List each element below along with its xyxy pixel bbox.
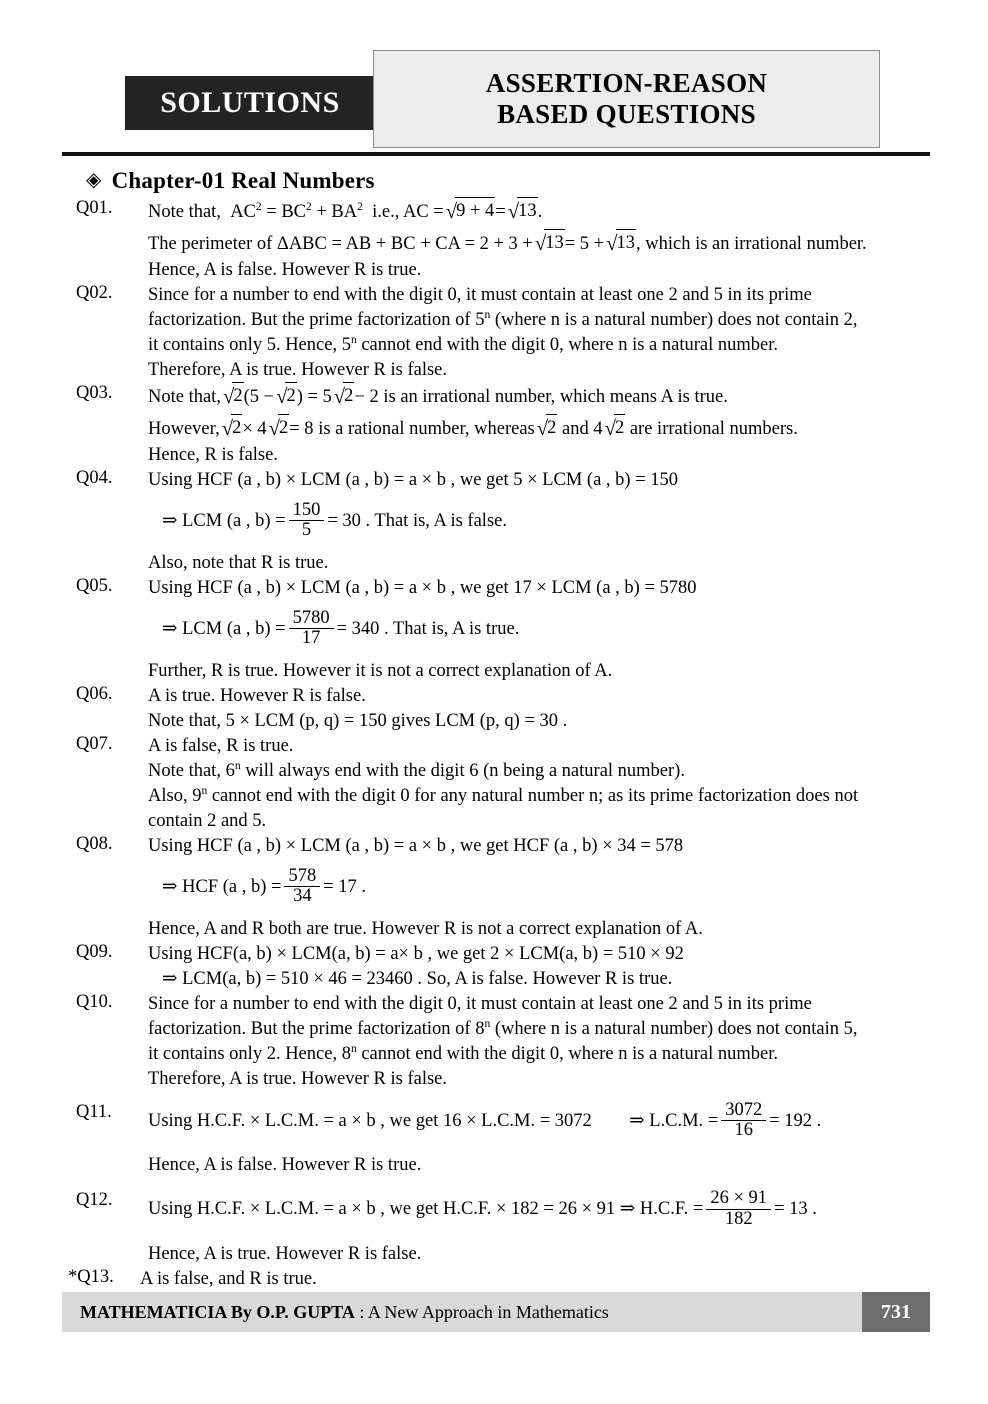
radical-icon: √13 xyxy=(506,198,538,226)
solution-line: it contains only 2. Hence, 8$^n$ cannot end with the digit 0, where n is a natural number. xyxy=(148,1042,778,1064)
question-label: *Q13. xyxy=(68,1267,114,1288)
solution-line: factorization. But the prime factorization of 8$^n$ (where n is a natural number) does not contain 5, xyxy=(148,1017,858,1039)
solution-item xyxy=(0,1190,988,1267)
solution-item xyxy=(0,992,988,1092)
question-body xyxy=(148,198,934,283)
question-body xyxy=(148,468,934,576)
solution-item xyxy=(0,734,988,834)
solution-item xyxy=(0,834,988,942)
solution-line: Using HCF (a , b) × LCM (a , b) = a × b , we get 17 × LCM (a , b) = 5780 xyxy=(148,577,697,598)
footer-brand-line xyxy=(62,1302,609,1323)
solution-line: ⇒ LCM (a , b) = $\frac{150}{5}$ = 30 . That is, A is false. xyxy=(162,500,507,541)
solution-line: Note that, 5 × LCM (p, q) = 150 gives LCM (p, q) = 30 . xyxy=(148,710,568,731)
question-label: Q09. xyxy=(76,941,113,962)
question-body xyxy=(148,942,934,992)
radical-icon: √2 xyxy=(535,415,558,443)
page-title-line-1: ASSERTION-REASON xyxy=(485,67,768,98)
question-body xyxy=(148,576,934,684)
page-title-box xyxy=(373,50,880,148)
solution-line: Hence, A is true. However R is false. xyxy=(148,1244,422,1265)
question-body xyxy=(148,383,934,468)
solution-line: contain 2 and 5. xyxy=(148,810,267,831)
radical-icon: √2 xyxy=(267,415,290,443)
radical-icon: √9 + 4 xyxy=(444,198,496,226)
radical-icon: √2 xyxy=(332,383,355,411)
solution-line: A is true. However R is false. xyxy=(148,685,366,706)
solution-line: Note that, $AC^2 = BC^2 + BA^2$ i.e., AC =√9 + 4=√13. xyxy=(148,198,934,226)
fraction: $\frac{150}{5}$ xyxy=(289,501,325,541)
footer-brand: MATHEMATICIA By O.P. GUPTA xyxy=(80,1301,355,1322)
solution-line: However,√2× 4√2= 8 is a rational number, whereas√2 and 4√2 are irrational numbers. xyxy=(148,415,934,443)
solution-line: Using HCF(a, b) × LCM(a, b) = a× b , we get 2 × LCM(a, b) = 510 × 92 xyxy=(148,943,684,964)
radical-icon: √2 xyxy=(221,383,244,411)
question-label: Q04. xyxy=(76,468,113,488)
solution-line: Hence, A and R both are true. However R is not a correct explanation of A. xyxy=(148,918,703,939)
question-label: Q11. xyxy=(76,1101,112,1122)
solution-line: The perimeter of ΔABC = AB + BC + CA = 2 + 3 +√13= 5 +√13, which is an irrational number. xyxy=(148,230,934,258)
question-body xyxy=(148,834,934,942)
fraction: $\frac{5780}{17}$ xyxy=(289,609,334,649)
solution-item xyxy=(0,468,988,576)
solution-line: ⇒ LCM(a, b) = 510 × 46 = 23460 . So, A is false. However R is true. xyxy=(162,968,673,989)
question-label: Q10. xyxy=(76,991,113,1012)
question-body xyxy=(140,1267,926,1292)
solution-item xyxy=(0,198,988,283)
solution-line: ⇒ LCM (a , b) = $\frac{5780}{17}$ = 340 . That is, A is true. xyxy=(162,607,520,649)
solutions-label: SOLUTIONS xyxy=(160,86,340,119)
solution-line: Since for a number to end with the digit 0, it must contain at least one 2 and 5 in its prime xyxy=(148,993,812,1014)
question-label: Q06. xyxy=(76,683,113,704)
page-header xyxy=(0,0,988,160)
solution-line: Further, R is true. However it is not a correct explanation of A. xyxy=(148,660,613,681)
solution-line: Therefore, A is true. However R is false. xyxy=(148,360,447,380)
question-label: Q08. xyxy=(76,833,113,854)
radical-icon: √2 xyxy=(603,415,626,443)
radical-icon: √2 xyxy=(220,415,243,443)
solution-line: Note that, 6$^n$ will always end with the digit 6 (n being a natural number). xyxy=(148,759,685,781)
solutions-banner xyxy=(125,76,375,130)
question-body xyxy=(148,1099,934,1179)
footer-tagline: : A New Approach in Mathematics xyxy=(354,1301,609,1322)
radical-icon: √13 xyxy=(604,230,636,258)
solution-item xyxy=(0,576,988,684)
question-label: Q03. xyxy=(76,383,113,403)
solution-line: Therefore, A is true. However R is false. xyxy=(148,1068,447,1089)
question-body xyxy=(148,684,934,734)
radical-icon: √2 xyxy=(274,383,297,411)
question-body xyxy=(148,1190,934,1267)
solution-line: it contains only 5. Hence, 5$^n$ cannot end with the digit 0, where n is a natural number. xyxy=(148,333,778,355)
question-body xyxy=(148,734,934,834)
fraction: $\frac{3072}{16}$ xyxy=(721,1101,766,1141)
question-body xyxy=(148,992,934,1092)
question-label: Q05. xyxy=(76,575,113,596)
chapter-heading xyxy=(86,168,375,194)
solution-line: factorization. But the prime factorization of 5$^n$ (where n is a natural number) does not contain 2, xyxy=(148,308,858,330)
solution-line: Using H.C.F. × L.C.M. = a × b , we get H.C.F. × 182 = 26 × 91 ⇒ H.C.F. = $\frac{26 \times 91}{182}$ = 13 . xyxy=(148,1188,817,1229)
solution-line: Using HCF (a , b) × LCM (a , b) = a × b , we get HCF (a , b) × 34 = 578 xyxy=(148,835,684,856)
chapter-title-text: Chapter-01 Real Numbers xyxy=(111,168,375,193)
solution-line: Hence, A is false. However R is true. xyxy=(148,260,422,280)
solution-item xyxy=(0,684,988,734)
solution-item xyxy=(0,1099,988,1179)
solution-line: Note that,√2(5 −√2) = 5√2− 2 is an irrational number, which means A is true. xyxy=(148,383,934,411)
solution-line: Hence, R is false. xyxy=(148,445,278,465)
solution-line: ⇒ HCF (a , b) = $\frac{578}{34}$ = 17 . xyxy=(162,865,367,907)
fraction: $\frac{26 \times 91}{182}$ xyxy=(706,1189,771,1229)
header-divider xyxy=(62,152,930,156)
solution-line: Using HCF (a , b) × LCM (a , b) = a × b , we get 5 × LCM (a , b) = 150 xyxy=(148,470,679,490)
fraction: $\frac{578}{34}$ xyxy=(284,867,320,907)
page-footer xyxy=(62,1292,930,1332)
solution-item xyxy=(0,1267,988,1292)
solutions-list xyxy=(0,198,988,1292)
question-label: Q07. xyxy=(76,733,113,754)
question-label: Q02. xyxy=(76,283,113,303)
page-title-line-2: BASED QUESTIONS xyxy=(497,99,756,129)
solution-line: Also, 9$^n$ cannot end with the digit 0 for any natural number n; as its prime factorization does not xyxy=(148,784,859,806)
solution-line: Also, note that R is true. xyxy=(148,552,329,573)
question-label: Q12. xyxy=(76,1190,113,1211)
solution-line: A is false, R is true. xyxy=(148,735,294,756)
solution-item xyxy=(0,942,988,992)
question-body xyxy=(148,283,934,383)
question-label: Q01. xyxy=(76,198,113,218)
solution-line: Hence, A is false. However R is true. xyxy=(148,1155,422,1176)
solution-item xyxy=(0,283,988,383)
diamond-bullet-icon: ◈ xyxy=(86,169,102,191)
solution-line: A is false, and R is true. xyxy=(140,1269,317,1290)
solution-line: Since for a number to end with the digit 0, it must contain at least one 2 and 5 in its prime xyxy=(148,285,812,305)
solution-line: Using H.C.F. × L.C.M. = a × b , we get 16 × L.C.M. = 3072 ⇒ L.C.M. = $\frac{3072}{16}$ = 192 . xyxy=(148,1099,822,1140)
radical-icon: √13 xyxy=(533,230,565,258)
solution-item xyxy=(0,383,988,468)
page-number-badge: 731 xyxy=(862,1292,930,1332)
